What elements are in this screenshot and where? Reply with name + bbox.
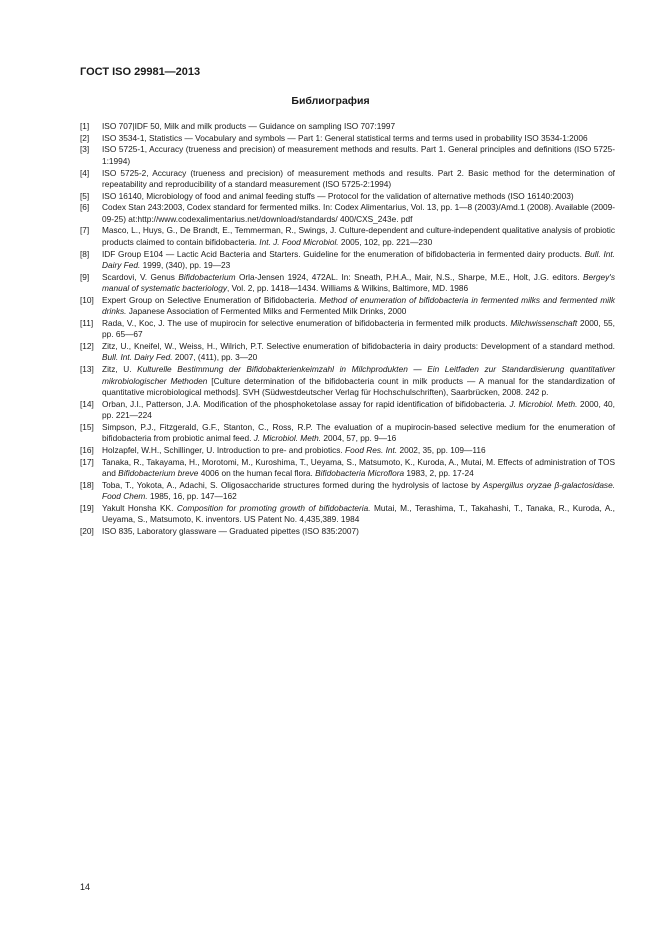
reference-text-segment: ISO 5725-1, Accuracy (trueness and precision) of measurement methods and results. Part 1. General principles and definitions (ISO 5725-1:1994) (102, 144, 615, 166)
reference-text (102, 526, 615, 537)
reference-text-segment: Zitz, U., Kneifel, W., Weiss, H., Wilrich, P.T. Selective enumeration of bifidobacteria in dairy products: Development of a standard method. (102, 340, 615, 351)
reference-number: [10] (80, 294, 94, 305)
reference-item (80, 318, 615, 341)
reference-text-segment: Tanaka, R., Takayama, H., Morotomi, M., Kuroshima, T., Ueyama, S., Matsumoto, K., Kuroda, A., Mutai, M. Effects of administration of TOS and (102, 456, 615, 478)
reference-text-segment: Japanese Association of Fermented Milks and Fermented Milk Drinks, 2000 (126, 306, 407, 317)
bibliography-list (80, 121, 615, 538)
reference-number: [15] (80, 421, 94, 432)
reference-number: [6] (80, 202, 90, 213)
reference-number: [20] (80, 525, 94, 536)
reference-number: [13] (80, 364, 94, 375)
reference-number: [18] (80, 479, 94, 490)
reference-number: [5] (80, 190, 90, 201)
reference-italic-text: Food Res. Int. (345, 444, 398, 455)
reference-number: [16] (80, 444, 94, 455)
reference-text-segment: ISO 707|IDF 50, Milk and milk products — Guidance on sampling ISO 707:1997 (102, 121, 396, 131)
reference-italic-text: J. Microbiol. Meth. (253, 433, 322, 444)
reference-number: [7] (80, 225, 90, 236)
reference-italic-text: Bifidobacterium breve (118, 467, 199, 478)
reference-text-segment: Rada, V., Koc, J. The use of mupirocin for selective enumeration of bifidobacteria in fermented milk products. (102, 317, 511, 328)
reference-text (102, 144, 615, 167)
reference-italic-text: Int. J. Food Microbiol. (259, 236, 339, 247)
reference-number: [3] (80, 144, 90, 155)
reference-text-segment: Orban, J.I., Patterson, J.A. Modification of the phosphoketolase assay for rapid identification of bifidobacteria. (102, 398, 510, 409)
reference-text-segment: 1985, 16, pp. 147—162 (147, 491, 237, 502)
reference-text-segment: Scardovi, V. Genus (102, 271, 179, 282)
reference-italic-text: Bifidobacterium (178, 271, 236, 282)
reference-number: [17] (80, 456, 94, 467)
reference-text-segment: Holzapfel, W.H., Schillinger, U. Introduction to pre- and probiotics. (102, 444, 346, 455)
reference-text (102, 168, 615, 191)
reference-text (102, 191, 615, 202)
reference-number: [12] (80, 340, 94, 351)
reference-text (102, 422, 615, 445)
reference-text-segment: Masco, L., Huys, G., De Brandt, E., Temmerman, R., Swings, J. Culture-dependent and culture-independent qualitative analysis of probiotic products claimed to contain bifidobacteria. (102, 225, 615, 247)
reference-item (80, 202, 615, 225)
reference-text-segment: Yakult Honsha KK. (102, 502, 177, 513)
reference-text-segment: ISO 16140, Microbiology of food and animal feeding stuffs — Protocol for the validation of alternative methods (ISO 16140:2003) (102, 190, 574, 201)
reference-text-segment: Orla-Jensen 1924, 472AL. In: Sneath, P.H.A., Mair, N.S., Sharpe, M.E., Holt, J.G. editors. (235, 271, 583, 282)
reference-text-segment: 2002, 35, pp. 109—116 (397, 444, 486, 455)
reference-number: [14] (80, 398, 94, 409)
reference-text (102, 399, 615, 422)
reference-number: [11] (80, 317, 94, 328)
reference-text-segment: Codex Stan 243:2003, Codex standard for fermented milks. In: Codex Alimentarius, Vol. 13, pp. 1—8 (2003)/Amd.1 (2008). Available (2009-09-25) at:http://www.codexalimentarius.net/download/standards/ 400/CXS_243e. pdf (102, 202, 615, 224)
reference-text (102, 272, 615, 295)
reference-text (102, 121, 615, 132)
reference-text-segment: 2007, (411), pp. 3—20 (172, 352, 258, 363)
reference-item (80, 503, 615, 526)
reference-text-segment: Expert Group on Selective Enumeration of Bifidobacteria. (102, 294, 320, 305)
reference-text-segment: 1999, (340), pp. 19—23 (140, 259, 231, 270)
reference-text-segment: , Vol. 2, pp. 1418—1434. Williams & Wilkins, Baltimore, MD. 1986 (226, 283, 469, 294)
reference-number: [1] (80, 121, 90, 131)
reference-text (102, 445, 615, 456)
reference-text-segment: 2000, 55, pp. 65—67 (102, 317, 615, 340)
reference-item (80, 457, 615, 480)
reference-item (80, 364, 615, 398)
reference-item (80, 422, 615, 445)
reference-item (80, 272, 615, 295)
reference-item (80, 121, 615, 132)
reference-item (80, 480, 615, 503)
reference-item (80, 133, 615, 144)
reference-text-segment: ISO 835, Laboratory glassware — Graduated pipettes (ISO 835:2007) (102, 525, 359, 536)
reference-italic-text: J. Microbiol. Meth. (509, 398, 578, 409)
reference-item (80, 191, 615, 202)
reference-italic-text: Milchwissenschaft (510, 317, 578, 328)
reference-italic-text: Bergey's manual of systematic bacteriology (102, 271, 615, 294)
page-title: Библиография (291, 95, 370, 107)
reference-text (102, 457, 615, 480)
reference-text (102, 225, 615, 248)
page-number: 14 (80, 882, 91, 892)
reference-text-segment: IDF Group E104 — Lactic Acid Bacteria and Starters. Guideline for the enumeration of bifidobacteria in fermented dairy products. (102, 248, 585, 259)
reference-italic-text: Method of enumeration of bifidobacteria in fermented milks and fermented milk drinks. (102, 294, 615, 317)
reference-text (102, 202, 615, 225)
reference-text-segment: 1983, 2, pp. 17-24 (404, 467, 474, 478)
reference-text-segment: 2000, 40, pp. 221—224 (102, 398, 615, 421)
reference-item (80, 295, 615, 318)
reference-text (102, 480, 615, 503)
reference-text-segment: ISO 5725-2, Accuracy (trueness and precision) of measurement methods and results. Part 2. Basic method for the determination of repeatability and reproducibility of a standard measurement (ISO 5725-2:1994) (102, 167, 615, 189)
reference-number: [19] (80, 502, 94, 513)
reference-italic-text: Bull. Int. Dairy Fed. (102, 248, 615, 270)
reference-text (102, 249, 615, 272)
reference-item (80, 526, 615, 537)
reference-number: [4] (80, 167, 90, 178)
reference-item (80, 445, 615, 456)
reference-text (102, 364, 615, 398)
reference-text-segment: Zitz, U. (102, 364, 138, 375)
reference-italic-text: Bifidobacteria Microflora (315, 467, 405, 478)
reference-text (102, 318, 615, 341)
reference-number: [9] (80, 271, 90, 282)
reference-text-segment: 2005, 102, pp. 221—230 (338, 236, 433, 247)
reference-italic-text: Aspergillus oryzae β-galactosidase. Food Chem. (102, 479, 616, 502)
reference-item (80, 249, 615, 272)
reference-italic-text: Bull. Int. Dairy Fed. (102, 352, 173, 363)
reference-text-segment: Simpson, P.J., Fitzgerald, G.F., Stanton, C., Ross, R.P. The evaluation of a mupirocin-based selective medium for the enumeration of bifidobacteria from probiotic animal feed. (102, 421, 615, 444)
reference-text-segment: 2004, 57, pp. 9—16 (321, 433, 397, 444)
reference-text (102, 341, 615, 364)
reference-text-segment: Mutai, M., Terashima, T., Takahashi, T., Tanaka, R., Kuroda, A., Ueyama, S., Matsumoto, K. inventors. US Patent No. 4,435,389. 1984 (102, 502, 615, 525)
reference-number: [8] (80, 248, 90, 259)
reference-text (102, 503, 615, 526)
reference-text (102, 295, 615, 318)
reference-item (80, 399, 615, 422)
document-header: ГОСТ ISO 29981—2013 (80, 66, 201, 78)
reference-text-segment: 4006 on the human fecal flora. (198, 467, 316, 478)
reference-number: [2] (80, 132, 90, 143)
reference-item (80, 168, 615, 191)
reference-item (80, 225, 615, 248)
reference-italic-text: Composition for promoting growth of bifidobacteria. (176, 502, 371, 513)
reference-text-segment: Toba, T., Yokota, A., Adachi, S. Oligosaccharide structures formed during the hydrolysis of lactose by (102, 479, 483, 490)
reference-item (80, 144, 615, 167)
reference-text-segment: [Culture determination of the bifidobacteria count in milk products — A manual for the standardization of quantitative microbiological methods]. SVH (Südwestdeutscher Verlag für Hochschulschriften), Saarbrücken, 2008. 242 p. (102, 375, 615, 397)
reference-text (102, 133, 615, 144)
reference-item (80, 341, 615, 364)
reference-italic-text: Kulturelle Bestimmung der Bifidobakterienkeimzahl in Milchprodukten — Ein Leitfaden zur Standardisierung quantitativer mikrobiologischer Methoden (102, 364, 615, 386)
reference-text-segment: ISO 3534-1, Statistics — Vocabulary and symbols — Part 1: General statistical terms and terms used in probability ISO 3534-1:2006 (102, 132, 588, 143)
